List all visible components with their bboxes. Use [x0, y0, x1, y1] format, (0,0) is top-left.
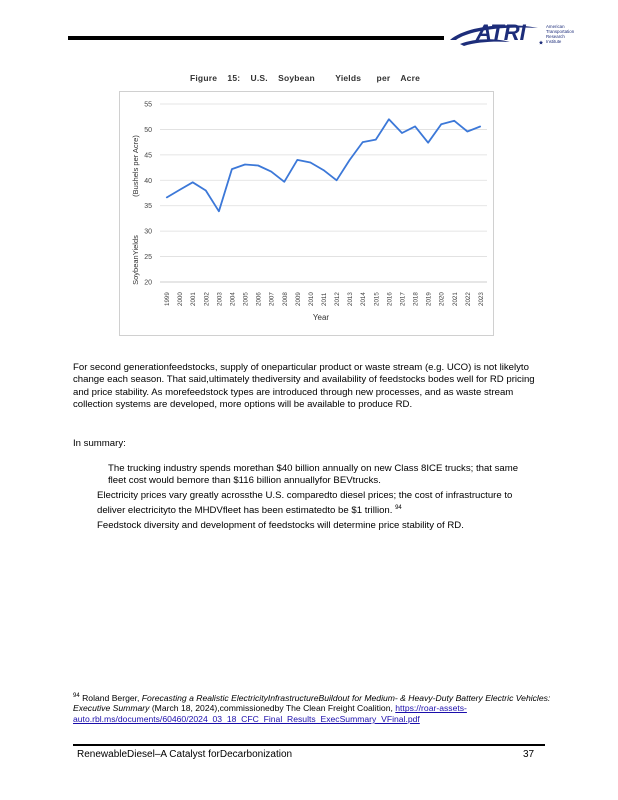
x-tick-label: 2004: [229, 292, 237, 306]
y-tick-label: 45: [144, 152, 152, 160]
series-line: [167, 119, 481, 211]
x-tick-label: 2013: [347, 292, 355, 306]
data-point: [297, 159, 298, 160]
footnote-link[interactable]: https://roar-assets-auto.rbl.ms/documents/60460/2024_03_18_CFC_Final_Results_ExecSummary_VFinal.pdf: [73, 703, 467, 725]
footer-rule: [73, 744, 545, 746]
data-point: [428, 142, 429, 143]
footnote: [73, 691, 553, 725]
data-point: [310, 162, 311, 163]
x-tick-label: 2020: [438, 292, 446, 306]
x-tick-label: 2018: [412, 292, 420, 306]
y-tick-label: 50: [144, 126, 152, 134]
x-tick-label: 2009: [294, 292, 302, 306]
x-tick-label: 2007: [268, 292, 276, 306]
x-tick-label: 2022: [464, 292, 472, 306]
y-tick-label: 30: [144, 228, 152, 236]
footnote-ref[interactable]: 94: [395, 505, 402, 512]
data-point: [454, 120, 455, 121]
logo-subtext-2: Transportation: [546, 29, 575, 34]
bullet-item-1: [88, 463, 538, 488]
data-point: [218, 211, 219, 212]
data-point: [258, 165, 259, 166]
x-tick-label: 2010: [307, 292, 315, 306]
footnote-author: Roland Berger,: [82, 692, 140, 703]
y-axis-label-soybean-yields: SoybeanYields: [131, 235, 140, 285]
y-tick-label: 25: [144, 254, 152, 262]
data-point: [362, 142, 363, 143]
summary-label: In summary:: [73, 438, 126, 449]
page-number: 37: [523, 749, 535, 760]
data-point: [401, 132, 402, 133]
x-tick-label: 2023: [477, 292, 485, 306]
summary-bullet-list: [88, 463, 538, 534]
data-point: [336, 180, 337, 181]
data-point: [388, 119, 389, 120]
data-point: [441, 124, 442, 125]
data-point: [349, 159, 350, 160]
header-rule: [68, 36, 444, 40]
x-tick-label: 2003: [216, 292, 224, 306]
data-point: [414, 126, 415, 127]
data-point: [323, 170, 324, 171]
chart-frame: [119, 91, 494, 336]
soybean-yield-chart: [120, 92, 493, 335]
data-point: [467, 131, 468, 132]
bullet-text-wrap: [88, 490, 538, 518]
x-tick-label: 2001: [190, 292, 198, 306]
y-axis-label-units: (Bushels per Acre): [131, 135, 140, 197]
x-tick-label: 2014: [360, 292, 368, 306]
data-point: [271, 171, 272, 172]
y-tick-label: 35: [144, 203, 152, 211]
x-tick-label: 2015: [373, 292, 381, 306]
data-point: [375, 139, 376, 140]
x-axis-label: Year: [312, 313, 330, 322]
x-tick-label: 2016: [386, 292, 394, 306]
data-point: [179, 189, 180, 190]
footnote-title: Forecasting a Realistic ElectricityInfrastructureBuildout for Medium- & Heavy-Duty Battery Electric Vehicles: Executive Summary: [73, 692, 551, 714]
x-tick-label: 2012: [334, 292, 342, 306]
logo-subtext-4: Institute: [546, 39, 562, 44]
star-icon: [539, 41, 543, 45]
bullet-text: Feedstock diversity and development of feedstocks will determine price stability of RD.: [97, 519, 464, 531]
footnote-details: (March 18, 2024),commissionedby The Clean Freight Coalition,: [151, 703, 393, 714]
body-paragraph: For second generationfeedstocks, supply of oneparticular product or waste stream (e.g. UCO) is not likelyto change each season. That said,ultimately thediversity and availability of feedstocks bodes well for RD pricing and price stability. As morefeedstock types are introduced through new processes, and as waste stream collection systems are developed, more options will be available to produce RD.: [73, 362, 535, 411]
logo-subtext-3: Research: [546, 34, 565, 39]
data-point: [244, 164, 245, 165]
footnote-number: 94: [73, 693, 80, 699]
x-tick-label: 2019: [425, 292, 433, 306]
y-tick-label: 55: [144, 101, 152, 109]
x-tick-label: 2006: [255, 292, 263, 306]
logo-subtext-1: American: [546, 24, 565, 29]
bullet-text: Electricity prices vary greatly acrossthe U.S. comparedto diesel prices; the cost of infrastructure to deliver electricityto the MHDVfleet has been estimatedto be $1 trillion.: [97, 489, 513, 517]
data-point: [284, 181, 285, 182]
footer-title: RenewableDiesel–A Catalyst forDecarbonization: [77, 749, 293, 760]
x-tick-label: 2005: [242, 292, 250, 306]
bullet-item-3: [88, 520, 538, 532]
y-tick-label: 40: [144, 177, 152, 185]
x-tick-label: 2021: [451, 292, 459, 306]
atri-logo: [446, 18, 575, 50]
data-point: [166, 197, 167, 198]
x-tick-label: 2002: [203, 292, 211, 306]
data-point: [231, 168, 232, 169]
y-tick-label: 20: [144, 279, 152, 287]
figure-title: Figure 15: U.S. Soybean Yields per Acre: [189, 73, 421, 83]
data-point: [205, 190, 206, 191]
x-tick-label: 2008: [281, 292, 289, 306]
data-point: [192, 182, 193, 183]
bullet-item-2: [88, 490, 538, 518]
data-point: [480, 126, 481, 127]
x-tick-label: 1999: [164, 292, 172, 306]
x-tick-label: 2017: [399, 292, 407, 306]
logo-wordmark: ATRI: [476, 20, 526, 45]
bullet-text: The trucking industry spends morethan $40 billion annually on new Class 8ICE trucks; that same fleet cost would bemore than $116 billion annuallyfor BEVtrucks.: [108, 463, 519, 487]
x-tick-label: 2011: [321, 292, 328, 306]
x-tick-label: 2000: [177, 292, 185, 306]
